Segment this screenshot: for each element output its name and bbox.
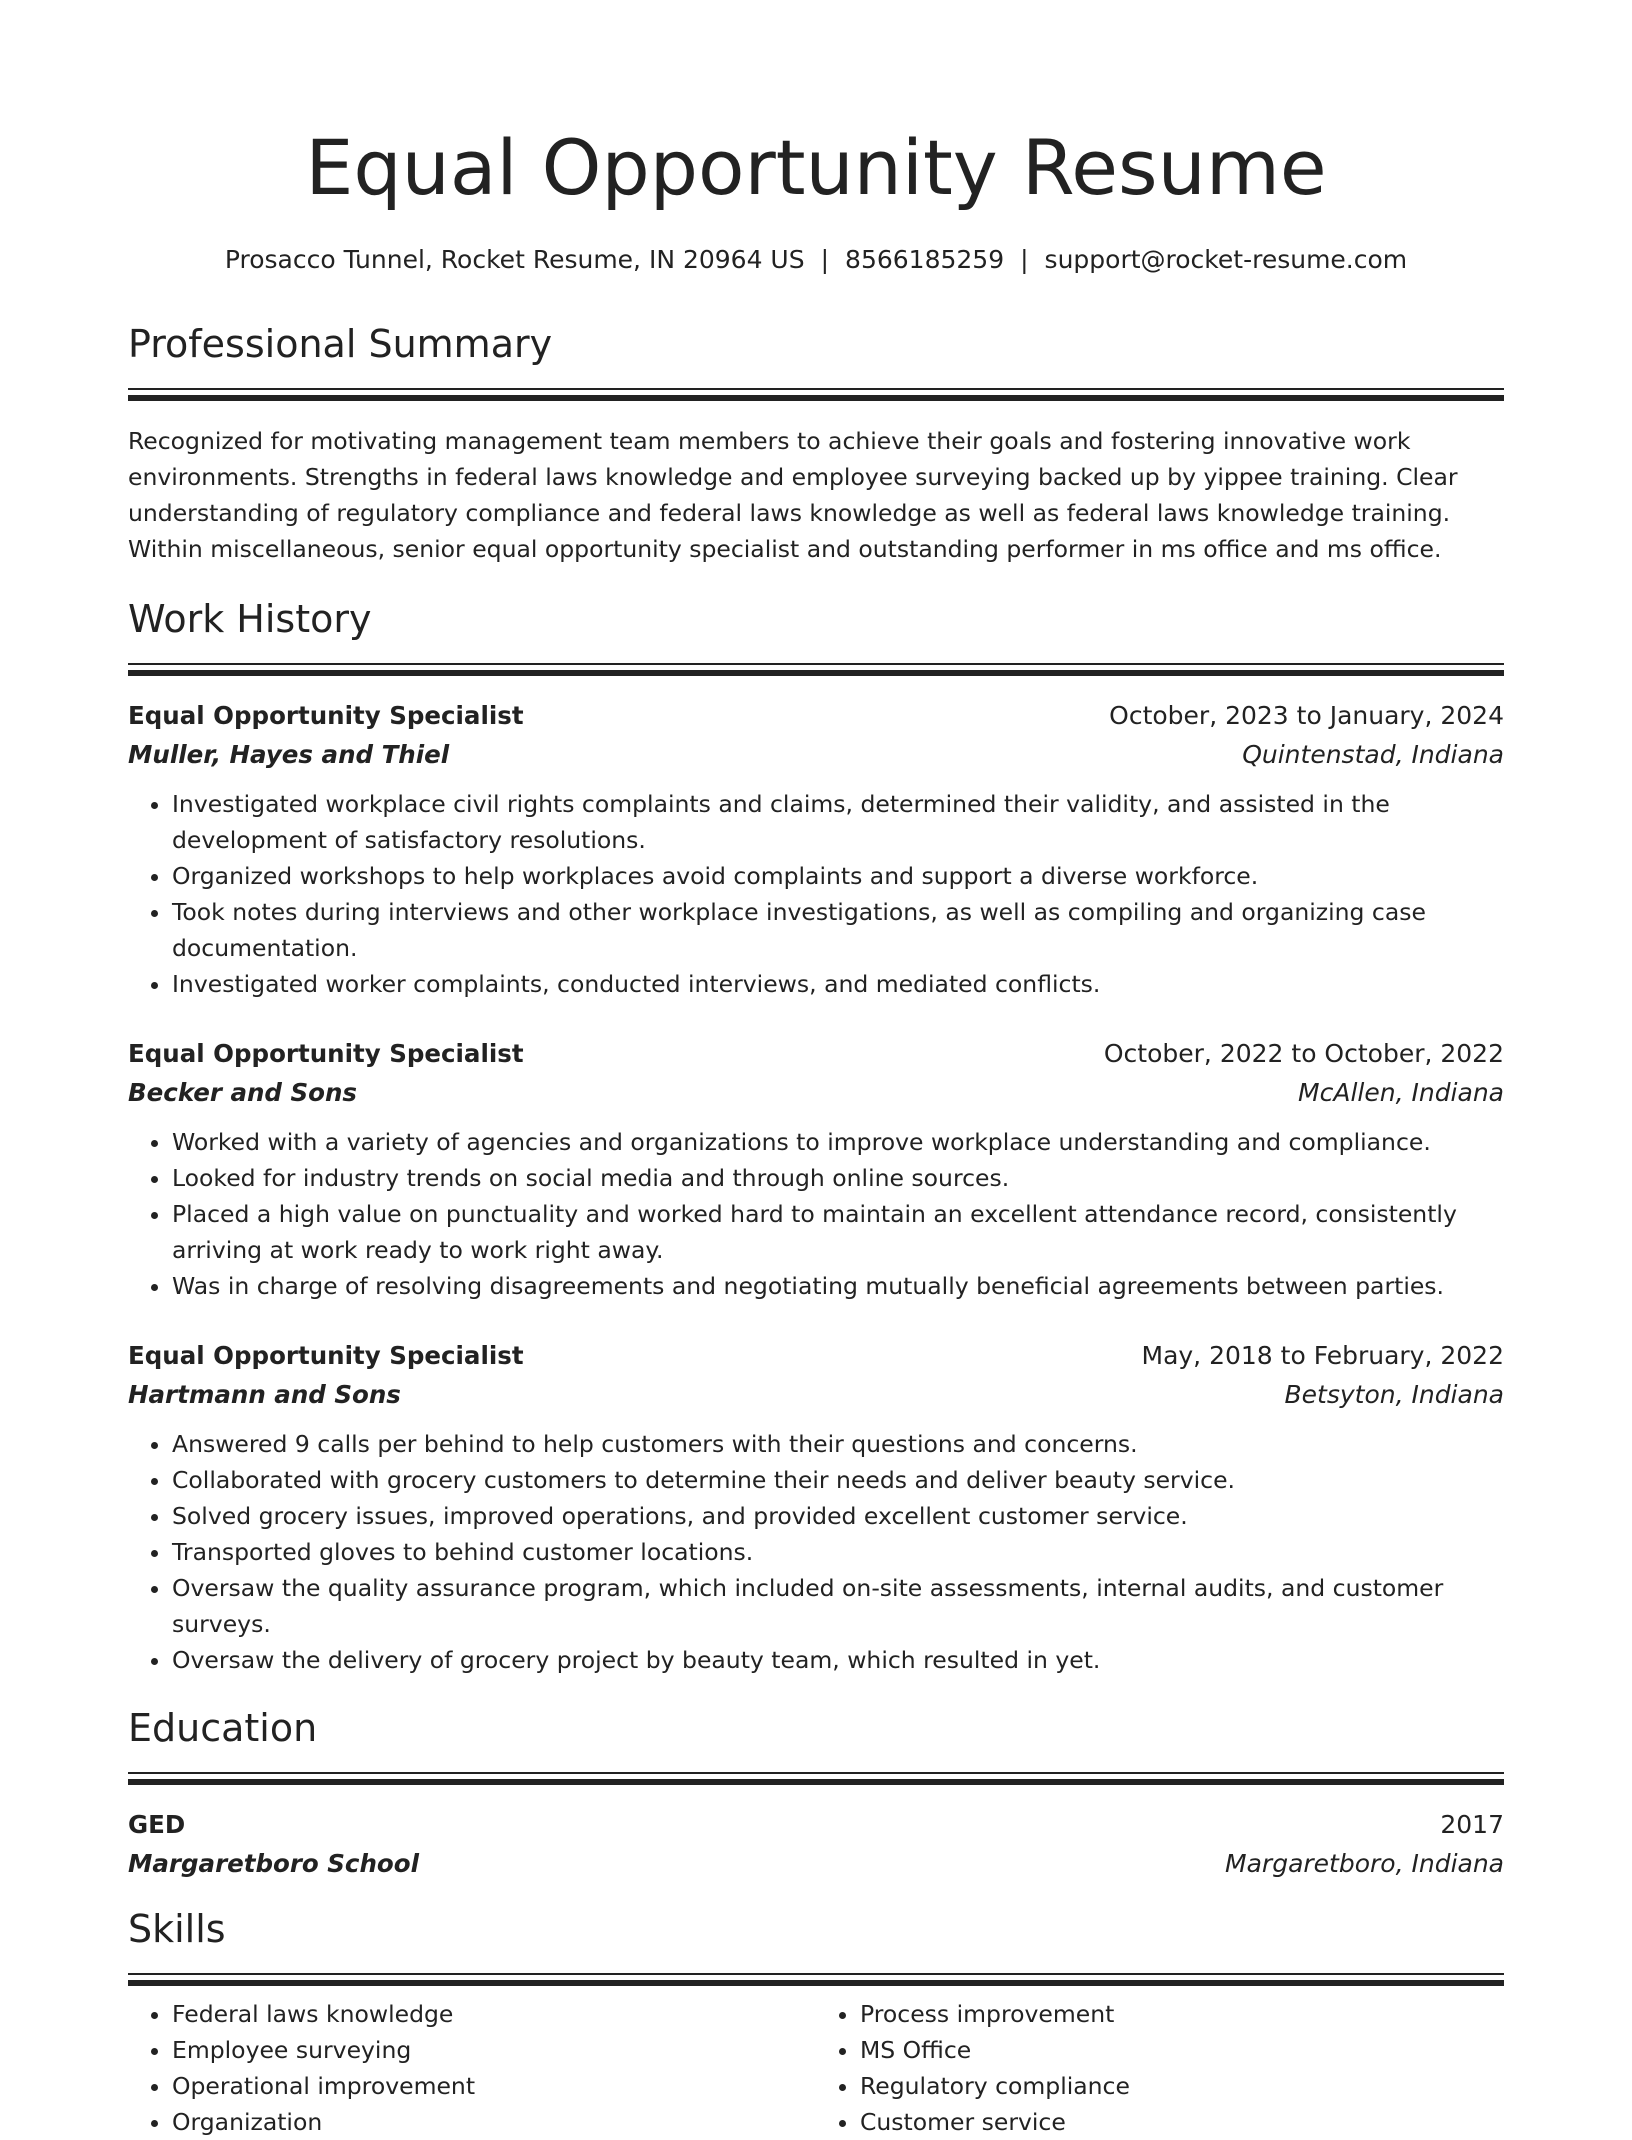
contact-address: Prosacco Tunnel, Rocket Resume, IN 20964 US — [224, 245, 805, 274]
job-company: Hartmann and Sons — [128, 1380, 401, 1409]
job-bullet: • Looked for industry trends on social media and through online sources. — [172, 1160, 1504, 1196]
skills-list-right — [816, 1996, 1504, 2140]
education-section — [128, 1702, 1504, 1883]
job-location: Quintenstad, Indiana — [1242, 740, 1504, 769]
job-bullet: • Solved grocery issues, improved operations, and provided excellent customer service. — [172, 1498, 1504, 1534]
job-entry — [128, 1034, 1504, 1304]
job-dates: May, 2018 to February, 2022 — [1141, 1341, 1504, 1370]
section-divider — [128, 388, 1504, 401]
job-bullet: • Investigated worker complaints, conducted interviews, and mediated conflicts. — [172, 966, 1504, 1002]
education-school: Margaretboro School — [128, 1849, 419, 1878]
skills-list-left — [128, 1996, 816, 2140]
job-location: McAllen, Indiana — [1298, 1078, 1504, 1107]
contact-separator: | — [1020, 245, 1029, 274]
skill-item: • Federal laws knowledge — [172, 1996, 816, 2032]
skill-item: • Customer service — [860, 2104, 1504, 2140]
skill-item: • Process improvement — [860, 1996, 1504, 2032]
job-company-row — [128, 735, 1504, 774]
job-title: Equal Opportunity Specialist — [128, 1341, 524, 1370]
summary-section — [128, 318, 1504, 567]
job-bullet: • Answered 9 calls per behind to help customers with their questions and concerns. — [172, 1426, 1504, 1462]
job-bullets — [128, 786, 1504, 1002]
summary-text: Recognized for motivating management team members to achieve their goals and fostering innovative work environments. Strengths in federal laws knowledge and employee surveying backed up by yippee training. Clear understanding of regulatory compliance and federal laws knowledge as well as federal laws knowledge training. Within miscellaneous, senior equal opportunity specialist and outstanding performer in ms office and ms office. — [128, 427, 1458, 563]
resume-name: Equal Opportunity Resume — [305, 123, 1327, 212]
job-company-row — [128, 1073, 1504, 1112]
job-bullet: • Oversaw the delivery of grocery project by beauty team, which resulted in yet. — [172, 1642, 1504, 1678]
section-title-summary: Professional Summary — [128, 322, 553, 366]
job-bullet: • Collaborated with grocery customers to determine their needs and deliver beauty service. — [172, 1462, 1504, 1498]
skill-item: • MS Office — [860, 2032, 1504, 2068]
skill-item: • Employee surveying — [172, 2032, 816, 2068]
section-title-education: Education — [128, 1706, 318, 1750]
education-location: Margaretboro, Indiana — [1225, 1849, 1504, 1878]
job-company: Muller, Hayes and Thiel — [128, 740, 450, 769]
job-bullet: • Took notes during interviews and other workplace investigations, as well as compiling and organizing case documentation. — [172, 894, 1504, 966]
job-bullet: • Transported gloves to behind customer locations. — [172, 1534, 1504, 1570]
education-school-row — [128, 1844, 1504, 1883]
skills-section — [128, 1903, 1504, 2140]
section-divider — [128, 663, 1504, 676]
job-dates: October, 2023 to January, 2024 — [1109, 701, 1504, 730]
job-bullet: • Oversaw the quality assurance program, which included on-site assessments, internal audits, and customer surveys. — [172, 1570, 1504, 1642]
job-header-row — [128, 1034, 1504, 1073]
job-bullets — [128, 1124, 1504, 1304]
contact-separator: | — [820, 245, 830, 274]
education-header-row — [128, 1805, 1504, 1844]
job-dates: October, 2022 to October, 2022 — [1103, 1039, 1504, 1068]
job-bullets — [128, 1426, 1504, 1678]
job-bullet: • Placed a high value on punctuality and worked hard to maintain an excellent attendance record, consistently arriving at work ready to work right away. — [172, 1196, 1504, 1268]
job-bullet: • Investigated workplace civil rights complaints and claims, determined their validity, and assisted in the development of satisfactory resolutions. — [172, 786, 1504, 858]
contact-email: support@rocket-resume.com — [1044, 245, 1408, 274]
section-divider — [128, 1973, 1504, 1986]
contact-phone: 8566185259 — [845, 245, 1005, 274]
skill-item: • Regulatory compliance — [860, 2068, 1504, 2104]
job-bullet: • Was in charge of resolving disagreements and negotiating mutually beneficial agreements between parties. — [172, 1268, 1504, 1304]
job-bullet: • Organized workshops to help workplaces avoid complaints and support a diverse workforce. — [172, 858, 1504, 894]
job-company-row — [128, 1375, 1504, 1414]
skill-item: • Operational improvement — [172, 2068, 816, 2104]
work-history-section — [128, 593, 1504, 1678]
section-divider — [128, 1772, 1504, 1785]
education-year: 2017 — [1440, 1810, 1504, 1839]
job-header-row — [128, 1336, 1504, 1375]
job-location: Betsyton, Indiana — [1284, 1380, 1504, 1409]
skills-columns — [128, 1996, 1504, 2140]
section-title-work-history: Work History — [128, 597, 372, 641]
job-bullet: • Worked with a variety of agencies and organizations to improve workplace understanding and compliance. — [172, 1124, 1504, 1160]
job-entry — [128, 696, 1504, 1002]
job-header-row — [128, 696, 1504, 735]
education-entry — [128, 1805, 1504, 1883]
job-entry — [128, 1336, 1504, 1678]
contact-line — [128, 240, 1504, 280]
education-degree: GED — [128, 1810, 186, 1839]
job-title: Equal Opportunity Specialist — [128, 701, 524, 730]
job-company: Becker and Sons — [128, 1078, 358, 1107]
section-title-skills: Skills — [128, 1907, 226, 1951]
skill-item: • Organization — [172, 2104, 816, 2140]
job-title: Equal Opportunity Specialist — [128, 1039, 524, 1068]
